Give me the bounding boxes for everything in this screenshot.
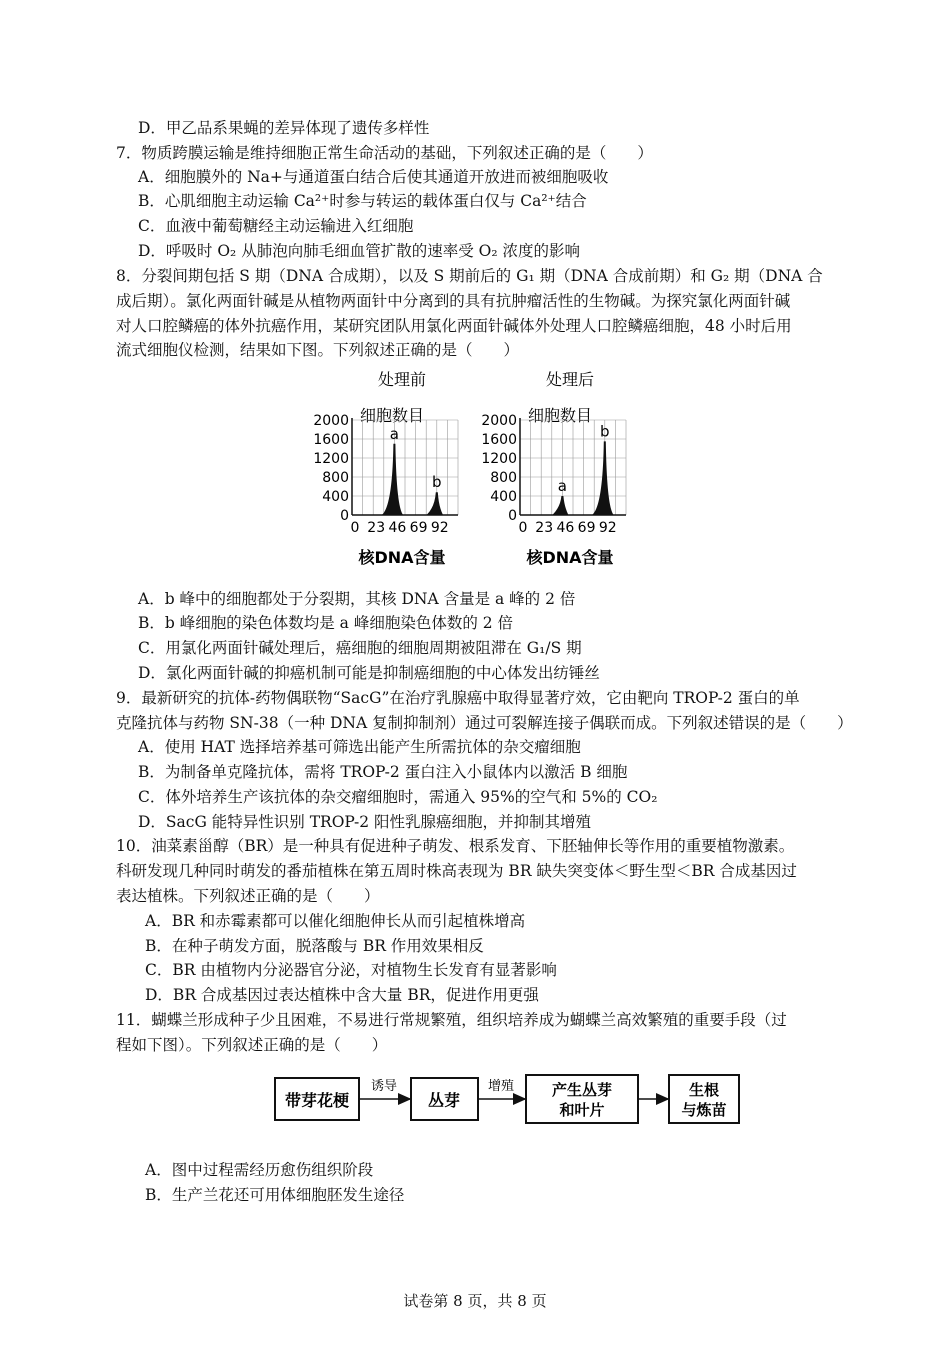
q10-option-c: C．BR 由植物内分泌器官分泌，对植物生长发育有显著影响 bbox=[145, 961, 557, 979]
q8-stem-line1: 8．分裂间期包括 S 期（DNA 合成期），以及 S 期前后的 G₁ 期（DNA 合成前期）和 G₂ 期（DNA 合 bbox=[116, 267, 823, 285]
q6-option-d: D．甲乙品系果蝇的差异体现了遗传多样性 bbox=[138, 119, 430, 137]
q9-option-d: D．SacG 能特异性识别 TROP-2 阳性乳腺癌细胞，并抑制其增殖 bbox=[138, 813, 592, 831]
chart-after-treatment bbox=[481, 370, 626, 567]
flow-box-4-label-line1: 生根 bbox=[688, 1081, 720, 1099]
q8-option-b: B．b 峰细胞的染色体数均是 a 峰细胞染色体数的 2 倍 bbox=[138, 614, 514, 632]
x-tick-label: 69 bbox=[577, 520, 596, 536]
flow-box-4-label-line2: 与炼苗 bbox=[681, 1101, 727, 1119]
x-tick-label: 69 bbox=[409, 520, 428, 536]
peak-b bbox=[427, 492, 443, 515]
y-tick-label: 2000 bbox=[313, 413, 349, 429]
q7-option-b: B．心肌细胞主动运输 Ca²⁺时参与转运的载体蛋白仅与 Ca²⁺结合 bbox=[138, 192, 587, 210]
q10-stem-line1: 10．油菜素甾醇（BR）是一种具有促进种子萌发、根系发育、下胚轴伸长等作用的重要植物激素。 bbox=[116, 837, 795, 855]
q7-option-d: D．呼吸时 O₂ 从肺泡向肺毛细血管扩散的速率受 O₂ 浓度的影响 bbox=[138, 242, 580, 260]
q7-option-a: A．细胞膜外的 Na+与通道蛋白结合后使其通道开放进而被细胞吸收 bbox=[138, 168, 609, 186]
q10-stem-line3: 表达植株。下列叙述正确的是（ ） bbox=[116, 887, 380, 905]
chart-title: 处理后 bbox=[545, 370, 595, 389]
flow-box-1-label: 带芽花梗 bbox=[284, 1091, 350, 1110]
peak-a bbox=[382, 444, 404, 515]
y-tick-label: 2000 bbox=[481, 413, 517, 429]
y-tick-label: 400 bbox=[490, 489, 517, 505]
peak-b bbox=[592, 441, 614, 515]
q11-stem-line2: 程如下图）。下列叙述正确的是（ ） bbox=[116, 1036, 388, 1054]
x-tick-label: 0 bbox=[350, 520, 360, 536]
y-tick-label: 1600 bbox=[313, 432, 349, 448]
x-tick-label: 0 bbox=[518, 520, 528, 536]
q10-stem-line2: 科研发现几种同时萌发的番茄植株在第五周时株高表现为 BR 缺失突变体＜野生型＜BR 合成基因过 bbox=[116, 862, 797, 880]
x-tick-label: 92 bbox=[430, 520, 449, 536]
flow-arrow-1-label: 诱导 bbox=[370, 1079, 398, 1094]
chart-xlabel: 核DNA含量 bbox=[358, 548, 446, 567]
x-tick-label: 46 bbox=[556, 520, 575, 536]
q10-option-b: B．在种子萌发方面，脱落酸与 BR 作用效果相反 bbox=[145, 937, 484, 955]
q9-option-c: C．体外培养生产该抗体的杂交瘤细胞时，需通入 95%的空气和 5%的 CO₂ bbox=[138, 788, 658, 806]
chart-title: 处理前 bbox=[377, 370, 427, 389]
q11-option-b: B．生产兰花还可用体细胞胚发生途径 bbox=[145, 1186, 405, 1204]
q8-stem-line3: 对人口腔鳞癌的体外抗癌作用，某研究团队用氯化两面针碱体外处理人口腔鳞癌细胞，48 小时后用 bbox=[116, 317, 792, 335]
q10-option-d: D．BR 合成基因过表达植株中含大量 BR，促进作用更强 bbox=[145, 986, 539, 1004]
peak-label-a: a bbox=[557, 477, 568, 495]
x-tick-label: 46 bbox=[388, 520, 407, 536]
peak-label-b: b bbox=[432, 473, 442, 492]
chart-before-treatment bbox=[313, 370, 458, 567]
page-footer: 试卷第 8 页，共 8 页 bbox=[403, 1292, 547, 1310]
flow-box-3-label-line2: 和叶片 bbox=[559, 1101, 605, 1119]
y-tick-label: 1200 bbox=[481, 451, 517, 467]
q8-option-a: A．b 峰中的细胞都处于分裂期，其核 DNA 含量是 a 峰的 2 倍 bbox=[138, 590, 576, 608]
q9-stem-line1: 9．最新研究的抗体-药物偶联物“SacG”在治疗乳腺癌中取得显著疗效，它由靶向 TROP-2 蛋白的单 bbox=[116, 689, 800, 707]
q9-stem-line2: 克隆抗体与药物 SN-38（一种 DNA 复制抑制剂）通过可裂解连接子偶联而成。下列叙述错误的是（ ） bbox=[116, 714, 853, 732]
chart-ylabel: 细胞数目 bbox=[359, 406, 425, 425]
q9-option-a: A．使用 HAT 选择培养基可筛选出能产生所需抗体的杂交瘤细胞 bbox=[138, 738, 581, 756]
q10-option-a: A．BR 和赤霉素都可以催化细胞伸长从而引起植株增高 bbox=[145, 912, 526, 930]
y-tick-label: 800 bbox=[490, 470, 517, 486]
q11-option-a: A．图中过程需经历愈伤组织阶段 bbox=[145, 1161, 374, 1179]
chart-ylabel: 细胞数目 bbox=[527, 406, 593, 425]
q9-option-b: B．为制备单克隆抗体，需将 TROP-2 蛋白注入小鼠体内以激活 B 细胞 bbox=[138, 763, 628, 781]
flow-box-3-label-line1: 产生丛芽 bbox=[551, 1081, 613, 1099]
y-tick-label: 800 bbox=[322, 470, 349, 486]
y-tick-label: 400 bbox=[322, 489, 349, 505]
q8-option-c: C．用氯化两面针碱处理后，癌细胞的细胞周期被阻滞在 G₁/S 期 bbox=[138, 639, 582, 657]
q7-stem: 7．物质跨膜运输是维持细胞正常生命活动的基础，下列叙述正确的是（ ） bbox=[116, 144, 653, 162]
q8-stem-line2: 成后期）。氯化两面针碱是从植物两面针中分离到的具有抗肿瘤活性的生物碱。为探究氯化两面针碱 bbox=[116, 292, 791, 310]
tissue-culture-flowchart bbox=[270, 1068, 745, 1130]
q8-option-d: D．氯化两面针碱的抑癌机制可能是抑制癌细胞的中心体发出纺锤丝 bbox=[138, 664, 600, 682]
flow-arrow-2-label: 增殖 bbox=[487, 1079, 515, 1094]
flow-box-2-label: 丛芽 bbox=[427, 1091, 461, 1110]
peak-a bbox=[552, 496, 568, 515]
chart-xlabel: 核DNA含量 bbox=[526, 548, 614, 567]
x-tick-label: 92 bbox=[598, 520, 617, 536]
q11-stem-line1: 11．蝴蝶兰形成种子少且困难，不易进行常规繁殖，组织培养成为蝴蝶兰高效繁殖的重要手段（过 bbox=[116, 1011, 787, 1029]
peak-label-b: b bbox=[600, 422, 610, 441]
x-tick-label: 23 bbox=[535, 520, 554, 536]
q7-option-c: C．血液中葡萄糖经主动运输进入红细胞 bbox=[138, 217, 414, 235]
x-tick-label: 23 bbox=[367, 520, 386, 536]
y-tick-label: 0 bbox=[340, 508, 349, 524]
q8-stem-line4: 流式细胞仪检测，结果如下图。下列叙述正确的是（ ） bbox=[116, 341, 520, 359]
y-tick-label: 1600 bbox=[481, 432, 517, 448]
peak-label-a: a bbox=[389, 424, 400, 443]
y-tick-label: 1200 bbox=[313, 451, 349, 467]
y-tick-label: 0 bbox=[508, 508, 517, 524]
flow-cytometry-figure bbox=[300, 365, 650, 580]
